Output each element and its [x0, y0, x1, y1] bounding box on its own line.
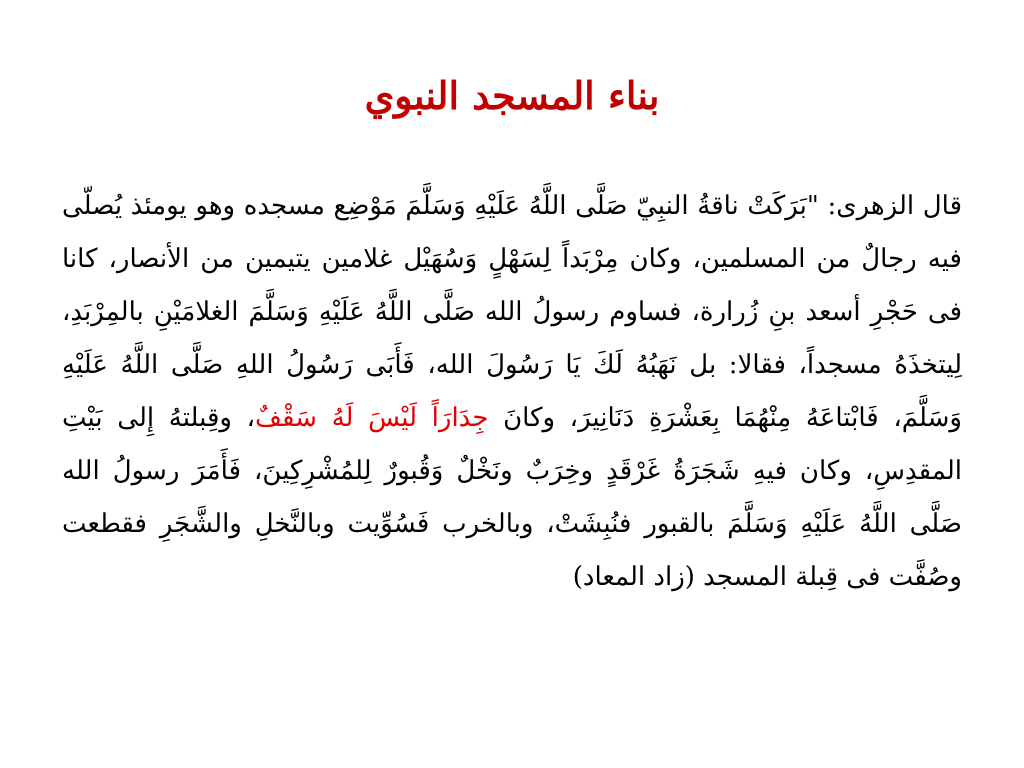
paragraph-text-part-1: قال الزهرى: "بَرَكَتْ ناقةُ النبِيّ صَلَّى اللَّهُ عَلَيْهِ وَسَلَّمَ مَوْضِع مسجده وهو يومئذ يُصلّى فيه رجالٌ من المسلمين، وكان مِرْبَداً لِسَهْلٍ وَسُهَيْل غلامين يتيمين من الأنصار، كانا فى حَجْرِ أسعد بنِ زُرارة، فساوم رسولُ الله صَلَّى اللَّهُ عَلَيْهِ وَسَلَّمَ الغلامَيْنِ بالمِرْبَدِ، لِيتخذَهُ مسجداً، فقالا: بل نَهَبُهُ لَكَ يَا رَسُولَ الله، فَأَبَى رَسُولُ اللهِ صَلَّى اللَّهُ عَلَيْهِ وَسَلَّمَ، فَابْتاعَهُ مِنْهُمَا بِعَشْرَةِ دَنَانِيرَ، وكانَ	[62, 191, 962, 433]
paragraph-text-part-2: ، وقِبلتهُ إِلى بَيْتِ المقدِسِ، وكان فيهِ شَجَرَةُ غَرْقَدٍ وخِرَبٌ ونَخْلٌ وَقُبورٌ لِلمُشْرِكِينَ، فَأَمَرَ رسولُ الله صَلَّى اللَّهُ عَلَيْهِ وَسَلَّمَ بالقبور فنُبِشَتْ، وبالخرب فَسُوِّيت وبالنَّخلِ والشَّجَرِ فقطعت وصُفَّت فى قِبلة المسجد (زاد المعاد)	[62, 403, 962, 592]
slide-title: بناء المسجد النبوي	[364, 73, 660, 118]
highlighted-phrase: جِدَارَاً لَيْسَ لَهُ سَقْفٌ	[255, 403, 489, 433]
slide-body-paragraph	[62, 180, 962, 604]
